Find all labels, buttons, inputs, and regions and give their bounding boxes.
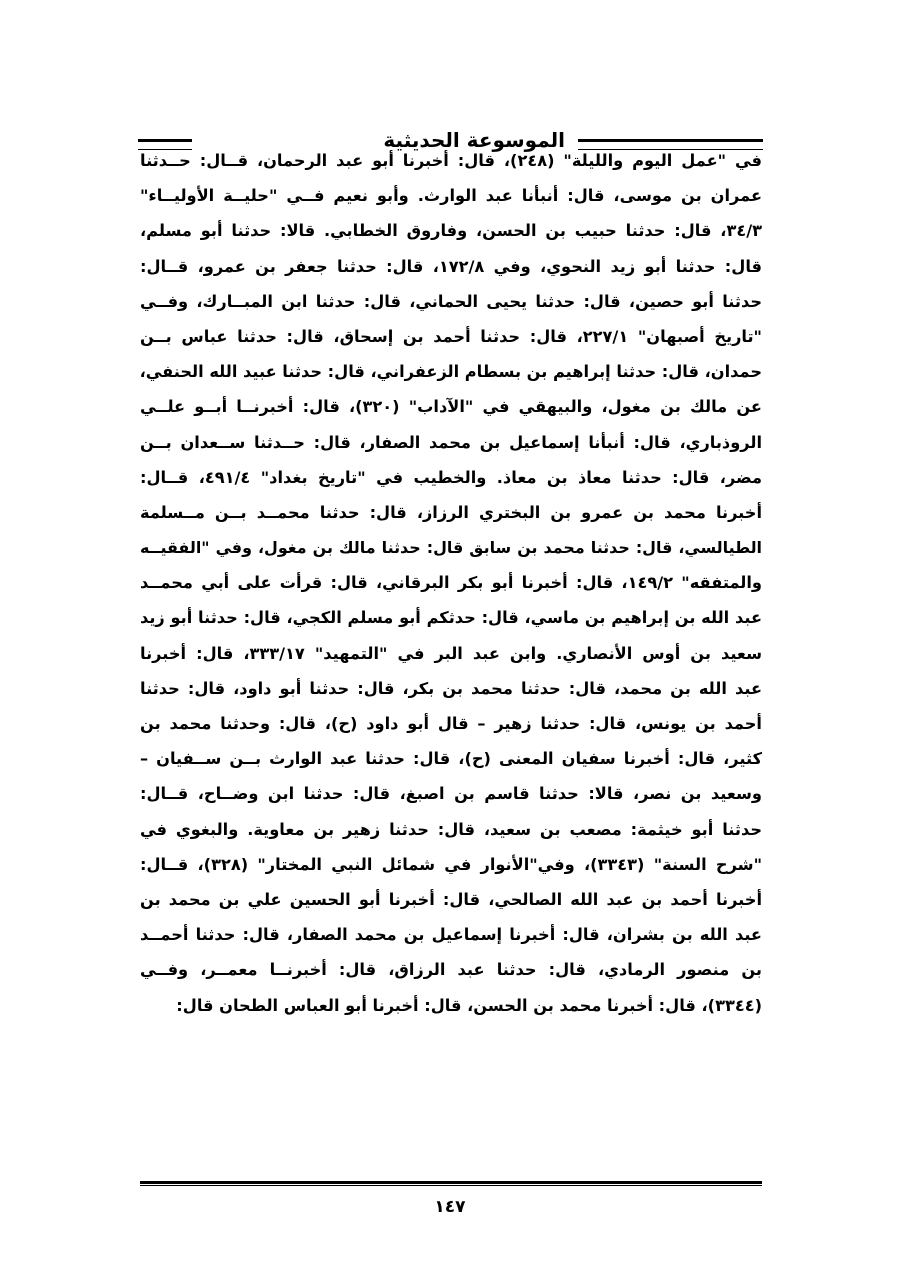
text-line: أخبرنا محمد بن عمرو بن البختري الرزاز، قال: حدثنا محمــد بــن مــسلمة — [140, 502, 762, 522]
text-line: مضر، قال: حدثنا معاذ بن معاذ. والخطيب في "تاريخ بغداد" ٤٩١/٤، قــال: — [140, 467, 762, 487]
text-line: حدثنا أبو حصين، قال: حدثنا يحيى الحماني، قال: حدثنا ابن المبــارك، وفــي — [140, 291, 762, 311]
page-number: ١٤٧ — [434, 1197, 466, 1217]
text-line: ٣٤/٣، قال: حدثنا حبيب بن الحسن، وفاروق الخطابي. قالا: حدثنا أبو مسلم، — [140, 221, 762, 241]
text-line: وسعيد بن نصر، قالا: حدثنا قاسم بن اصبغ، قال: حدثنا ابن وضــاح، قــال: — [140, 784, 762, 804]
header-title: الموسوعة الحديثية — [375, 126, 573, 154]
text-line: أحمد بن يونس، قال: حدثنا زهير – قال أبو داود (ح)، قال: وحدثنا محمد بن — [140, 714, 762, 733]
text-line: عبد الله بن بشران، قال: أخبرنا إسماعيل بن محمد الصفار، قال: حدثنا أحمــد — [140, 925, 762, 945]
text-line: أخبرنا أحمد بن عبد الله الصالحي، قال: أخبرنا أبو الحسين علي بن محمد بن — [140, 889, 762, 909]
text-line: "تاريخ أصبهان" ٢٢٧/١، قال: حدثنا أحمد بن إسحاق، قال: حدثنا عباس بــن — [140, 326, 762, 346]
text-line: سعيد بن أوس الأنصاري. وابن عبد البر في "التمهيد" ٣٣٣/١٧، قال: أخبرنا — [140, 643, 762, 663]
text-line: كثير، قال: أخبرنا سفيان المعنى (ح)، قال: حدثنا عبد الوارث بــن ســفيان – — [140, 749, 762, 769]
text-line: في "عمل اليوم والليلة" (٢٤٨)، قال: أخبرنا أبو عبد الرحمان، قــال: حــدثنا — [140, 151, 762, 170]
text-line: "شرح السنة" (٣٣٤٣)، وفي"الأنوار في شمائل النبي المختار" (٣٢٨)، قــال: — [140, 854, 762, 874]
footer-rule — [140, 1181, 762, 1186]
text-line: عبد الله بن محمد، قال: حدثنا محمد بن بكر، قال: حدثنا أبو داود، قال: حدثنا — [140, 678, 762, 698]
text-line: عن مالك بن مغول، والبيهقي في "الآداب" (٣٢٠)، قال: أخبرنــا أبــو علــي — [140, 397, 762, 417]
text-line: عمران بن موسى، قال: أنبأنا عبد الوارث. وأبو نعيم فــي "حليــة الأوليــاء" — [140, 186, 762, 206]
text-line: حمدان، قال: حدثنا إبراهيم بن بسطام الزعفراني، قال: حدثنا عبيد الله الحنفي، — [140, 362, 762, 382]
text-line: والمتفقه" ١٤٩/٢، قال: أخبرنا أبو بكر البرقاني، قال: قرأت على أبي محمــد — [140, 573, 762, 593]
text-line: (٣٣٤٤)، قال: أخبرنا محمد بن الحسن، قال: أخبرنا أبو العباس الطحان قال: — [176, 995, 762, 1015]
text-line: عبد الله بن إبراهيم بن ماسي، قال: حدثكم أبو مسلم الكجي، قال: حدثنا أبو زيد — [140, 608, 762, 628]
text-line: حدثنا أبو خيثمة: مصعب بن سعيد، قال: حدثنا زهير بن معاوية. والبغوي في — [140, 819, 762, 839]
text-line: الروذباري، قال: أنبأنا إسماعيل بن محمد الصفار، قال: حــدثنا ســعدان بــن — [140, 432, 762, 452]
text-line: بن منصور الرمادي، قال: حدثنا عبد الرزاق، قال: أخبرنــا معمــر، وفــي — [140, 960, 762, 980]
text-line: الطيالسي، قال: حدثنا محمد بن سابق قال: حدثنا مالك بن مغول، وفي "الفقيــه — [140, 538, 762, 558]
text-line: قال: حدثنا أبو زيد النحوي، وفي ١٧٢/٨، قال: حدثنا جعفر بن عمرو، قــال: — [140, 256, 762, 276]
body-text — [140, 143, 762, 1023]
